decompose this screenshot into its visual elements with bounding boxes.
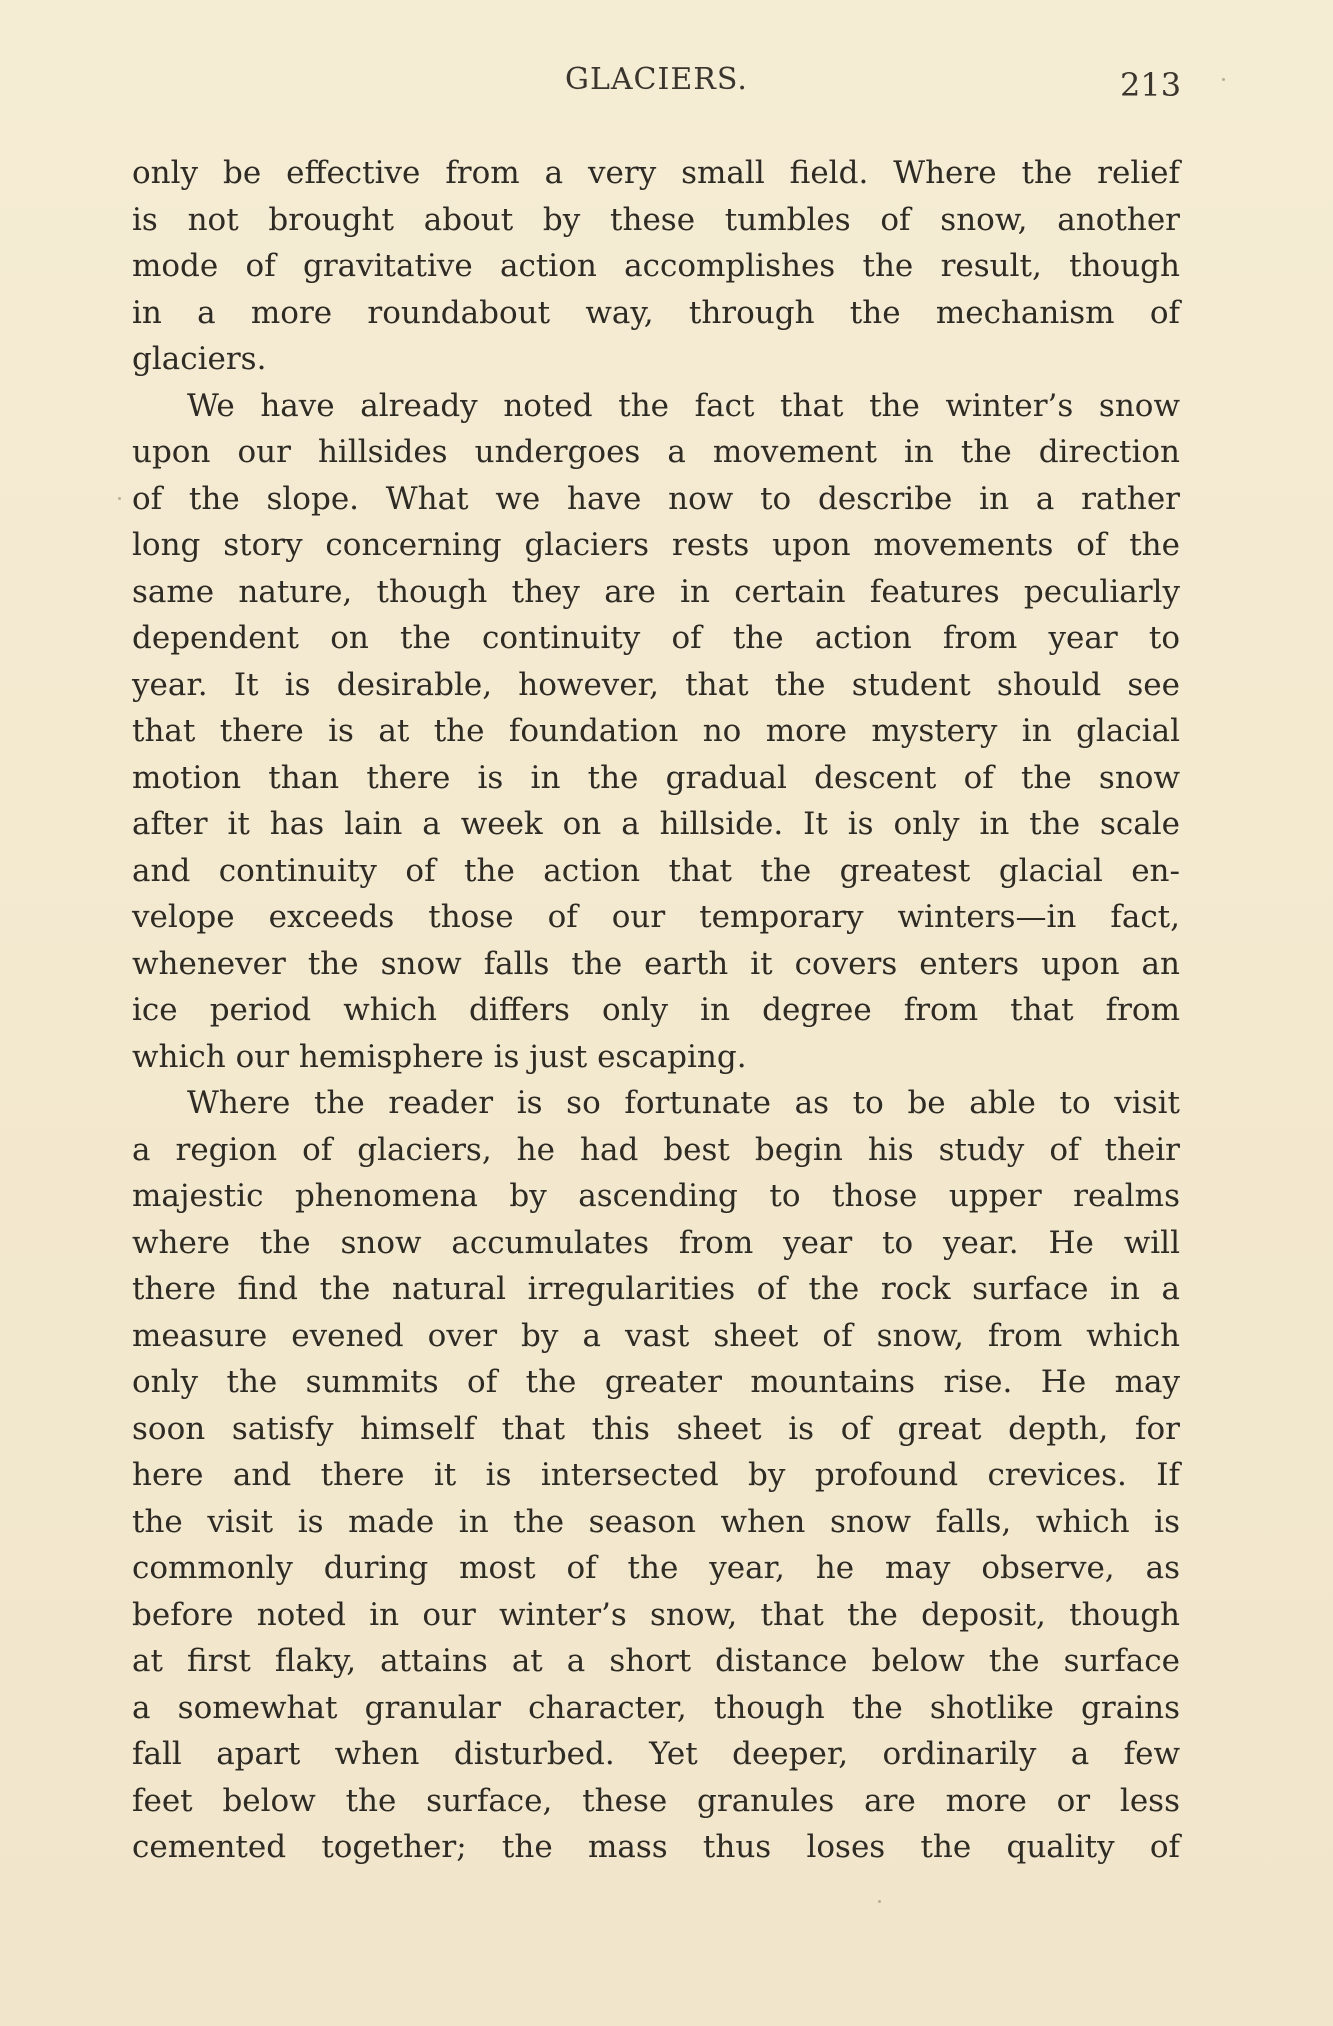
text-line: velope exceeds those of our temporary winters—in fact, [132, 899, 1180, 935]
text-line: only the summits of the greater mountains rise. He may [132, 1364, 1180, 1400]
text-line: motion than there is in the gradual descent of the snow [132, 759, 1180, 796]
text-line: commonly during most of the year, he may observe, as [132, 1550, 1180, 1586]
text-line: long story concerning glaciers rests upon movements of the [132, 527, 1180, 563]
page-number: 213 [1120, 66, 1182, 104]
text-line: dependent on the continuity of the action from year to [132, 620, 1180, 656]
text-line: glaciers. [132, 341, 267, 377]
text-line: a somewhat granular character, though the shotlike grains [132, 1689, 1180, 1726]
text-line: feet below the surface, these granules are more or less [132, 1782, 1180, 1819]
body-text [132, 150, 1180, 1871]
paper-speck [118, 497, 121, 500]
text-line: ice period which differs only in degree from that from [132, 992, 1180, 1028]
text-line: majestic phenomena by ascending to those upper realms [132, 1178, 1180, 1214]
text-line: whenever the snow falls the earth it covers enters upon an [132, 945, 1180, 982]
text-line: measure evened over by a vast sheet of snow, from which [132, 1317, 1180, 1354]
text-line: fall apart when disturbed. Yet deeper, ordinarily a few [132, 1736, 1180, 1772]
text-line: of the slope. What we have now to describe in a rather [132, 480, 1180, 517]
text-line: there find the natural irregularities of the rock surface in a [132, 1271, 1180, 1307]
text-line: where the snow accumulates from year to year. He will [132, 1224, 1180, 1261]
text-line: the visit is made in the season when snow falls, which is [132, 1503, 1180, 1540]
running-head [0, 62, 1333, 112]
text-line: We have already noted the fact that the winter’s snow [187, 387, 1180, 424]
text-line: and continuity of the action that the greatest glacial en- [132, 852, 1180, 889]
text-line: which our hemisphere is just escaping. [132, 1038, 747, 1075]
text-line: after it has lain a week on a hillside. It is only in the scale [132, 806, 1180, 842]
paper-speck [1222, 78, 1225, 81]
text-line: same nature, though they are in certain features peculiarly [132, 573, 1180, 610]
text-line: only be effective from a very small field. Where the relief [132, 155, 1180, 191]
text-line: is not brought about by these tumbles of snow, another [132, 201, 1180, 238]
text-line: year. It is desirable, however, that the student should see [132, 666, 1180, 703]
text-line: mode of gravitative action accomplishes the result, though [132, 248, 1180, 284]
paper-speck [878, 1900, 881, 1903]
text-line: cemented together; the mass thus loses the quality of [132, 1829, 1180, 1865]
text-line: upon our hillsides undergoes a movement in the direction [132, 434, 1180, 470]
running-title: GLACIERS. [565, 62, 748, 97]
text-line: soon satisfy himself that this sheet is of great depth, for [132, 1410, 1180, 1447]
text-line: before noted in our winter’s snow, that the deposit, though [132, 1596, 1180, 1633]
text-line: Where the reader is so fortunate as to be able to visit [187, 1085, 1180, 1121]
text-line: at first flaky, attains at a short distance below the surface [132, 1643, 1180, 1679]
text-line: here and there it is intersected by profound crevices. If [132, 1457, 1180, 1493]
text-line: a region of glaciers, he had best begin his study of their [132, 1131, 1180, 1168]
text-line: in a more roundabout way, through the mechanism of [132, 294, 1180, 331]
text-line: that there is at the foundation no more mystery in glacial [132, 713, 1180, 749]
